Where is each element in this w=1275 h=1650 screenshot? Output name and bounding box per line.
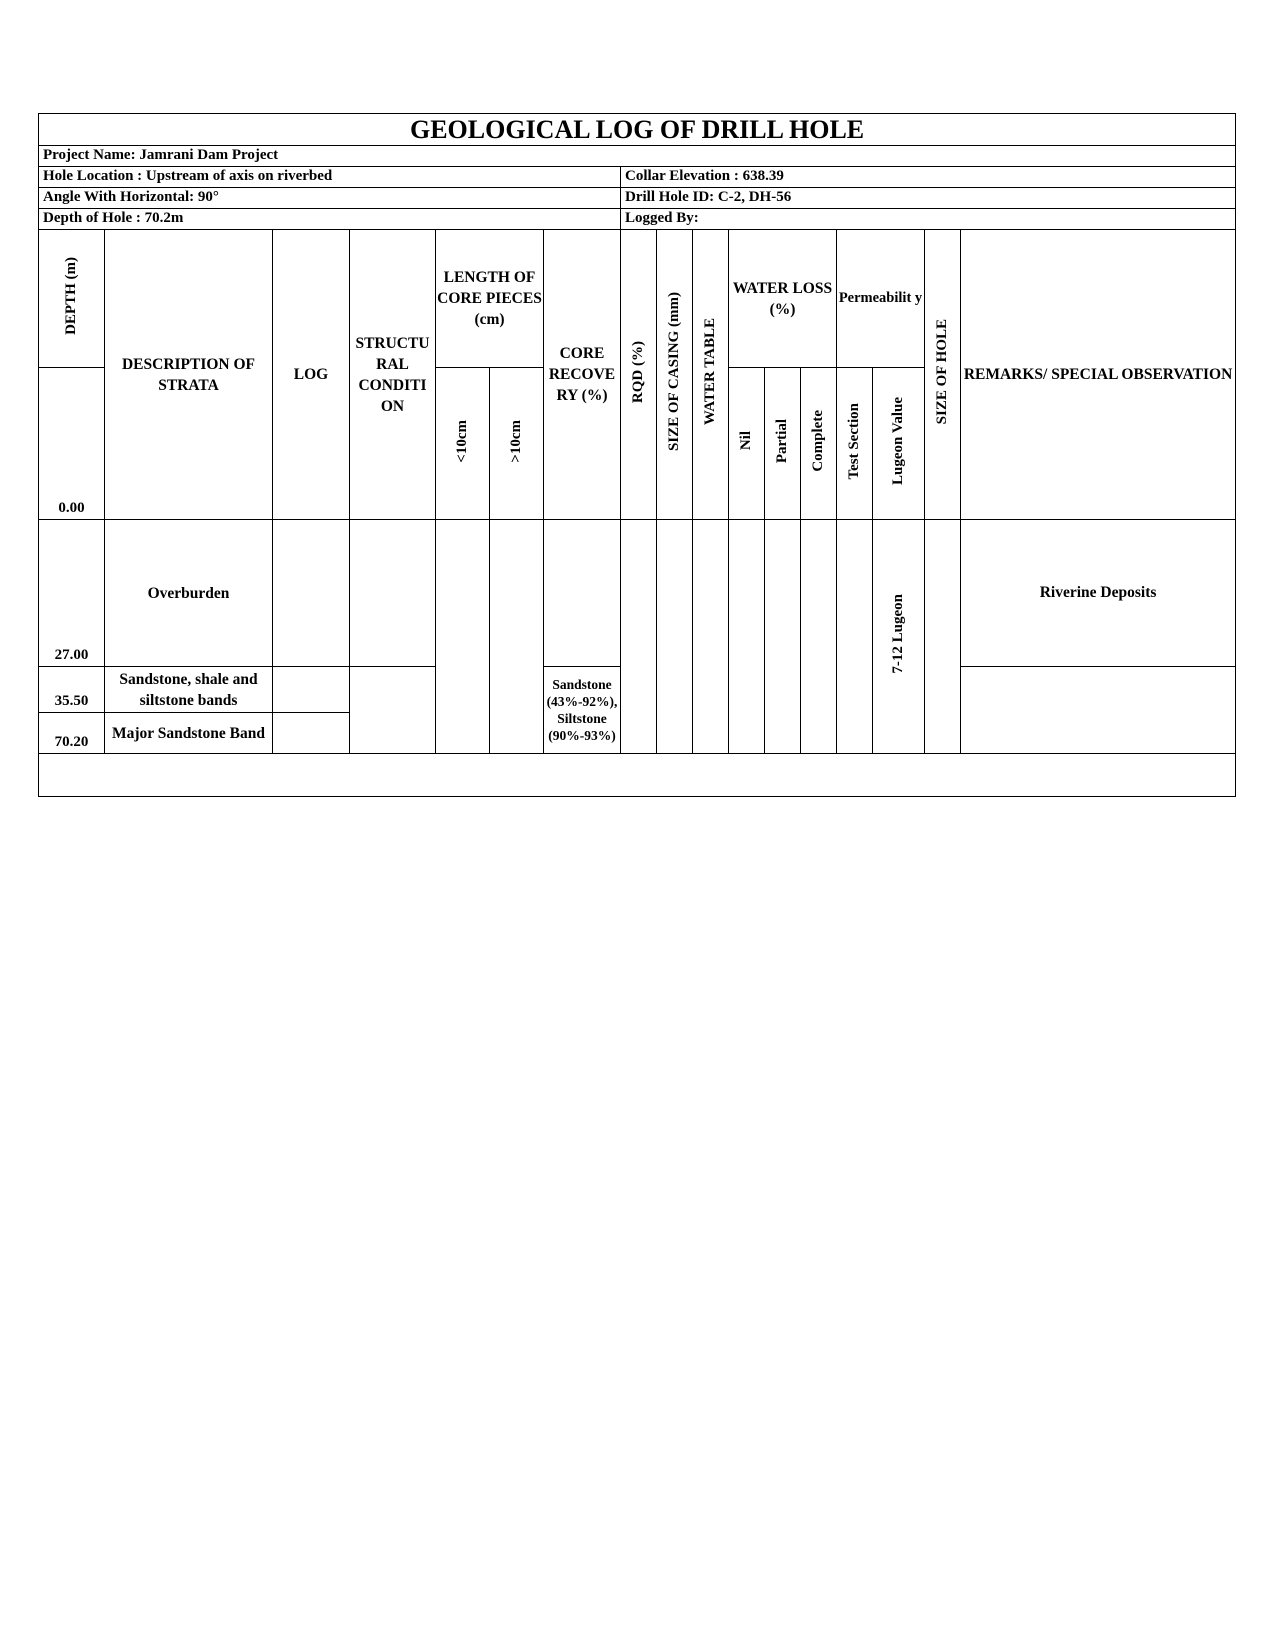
- header-depth-label: DEPTH (m): [62, 256, 79, 335]
- core-note-line-2: (43%-92%),: [546, 694, 618, 709]
- header-nil: [729, 368, 765, 520]
- lugeon-note: 7-12 Lugeon: [889, 594, 906, 674]
- row-1-core-recovery: [544, 520, 621, 667]
- row-2-log: [273, 667, 350, 713]
- row-2-depth: 35.50: [39, 667, 105, 713]
- header-core-recovery: CORE RECOVE RY (%): [544, 230, 621, 520]
- angle-with-horizontal: Angle With Horizontal: 90°: [39, 188, 621, 209]
- header-gt10-label: >10cm: [507, 419, 524, 463]
- structural-lower-cell: [350, 667, 436, 754]
- row-1-depth: 27.00: [39, 520, 105, 667]
- header-partial-label: Partial: [773, 418, 790, 463]
- page-title: GEOLOGICAL LOG OF DRILL HOLE: [39, 114, 1236, 146]
- header-lugeon-value: [873, 368, 925, 520]
- depth-of-hole: Depth of Hole : 70.2m: [39, 209, 621, 230]
- row-3-log: [273, 713, 350, 754]
- header-lugeon-value-label: Lugeon Value: [889, 396, 906, 485]
- lugeon-cell: [873, 520, 925, 754]
- water-table-cell: [693, 520, 729, 754]
- lt10-cell: [436, 520, 490, 754]
- depth-start: 0.00: [39, 368, 105, 520]
- core-note-line-3: Siltstone: [557, 711, 607, 726]
- row-3-depth: 70.20: [39, 713, 105, 754]
- header-water-loss: WATER LOSS (%): [729, 230, 837, 368]
- header-size-of-hole: [925, 230, 961, 520]
- core-note-line-1: Sandstone: [552, 677, 612, 692]
- header-depth: [39, 230, 105, 368]
- nil-cell: [729, 520, 765, 754]
- size-of-hole-cell: [925, 520, 961, 754]
- footer-blank-row: [39, 754, 1236, 797]
- header-gt10: [490, 368, 544, 520]
- collar-elevation: Collar Elevation : 638.39: [621, 167, 1236, 188]
- rqd-cell: [621, 520, 657, 754]
- row-2-strata: Sandstone, shale and siltstone bands: [105, 667, 273, 713]
- header-remarks: REMARKS/ SPECIAL OBSERVATION: [961, 230, 1236, 520]
- header-water-table: [693, 230, 729, 520]
- complete-cell: [801, 520, 837, 754]
- header-test-section-label: Test Section: [845, 402, 862, 480]
- header-rqd: [621, 230, 657, 520]
- header-log: LOG: [273, 230, 350, 520]
- row-1-structural: [350, 520, 436, 667]
- header-casing: [657, 230, 693, 520]
- row-1-log: [273, 520, 350, 667]
- casing-cell: [657, 520, 693, 754]
- header-description: DESCRIPTION OF STRATA: [105, 230, 273, 520]
- header-casing-label: SIZE OF CASING (mm): [665, 292, 682, 452]
- header-test-section: [837, 368, 873, 520]
- logged-by: Logged By:: [621, 209, 1236, 230]
- row-1-remark: Riverine Deposits: [961, 520, 1236, 667]
- header-complete-label: Complete: [809, 410, 826, 472]
- header-length-core: LENGTH OF CORE PIECES (cm): [436, 230, 544, 368]
- core-recovery-note: [544, 667, 621, 754]
- header-lt10: [436, 368, 490, 520]
- header-structural: STRUCTU RAL CONDITI ON: [350, 230, 436, 520]
- drill-log-table: [38, 113, 1236, 797]
- test-section-cell: [837, 520, 873, 754]
- gt10-cell: [490, 520, 544, 754]
- partial-cell: [765, 520, 801, 754]
- drill-log-sheet: [38, 113, 1234, 797]
- row-3-strata: Major Sandstone Band: [105, 713, 273, 754]
- header-permeability: Permeabilit y: [837, 230, 925, 368]
- drill-hole-id: Drill Hole ID: C-2, DH-56: [621, 188, 1236, 209]
- hole-location: Hole Location : Upstream of axis on riverbed: [39, 167, 621, 188]
- core-note-line-4: (90%-93%): [548, 728, 616, 743]
- project-name: Project Name: Jamrani Dam Project: [39, 146, 1236, 167]
- header-lt10-label: <10cm: [453, 419, 470, 463]
- remark-lower-cell: [961, 667, 1236, 754]
- header-water-table-label: WATER TABLE: [701, 318, 718, 426]
- header-partial: [765, 368, 801, 520]
- header-nil-label: Nil: [737, 431, 754, 451]
- row-1-strata: Overburden: [105, 520, 273, 667]
- header-rqd-label: RQD (%): [629, 340, 646, 403]
- header-complete: [801, 368, 837, 520]
- header-size-of-hole-label: SIZE OF HOLE: [933, 319, 950, 425]
